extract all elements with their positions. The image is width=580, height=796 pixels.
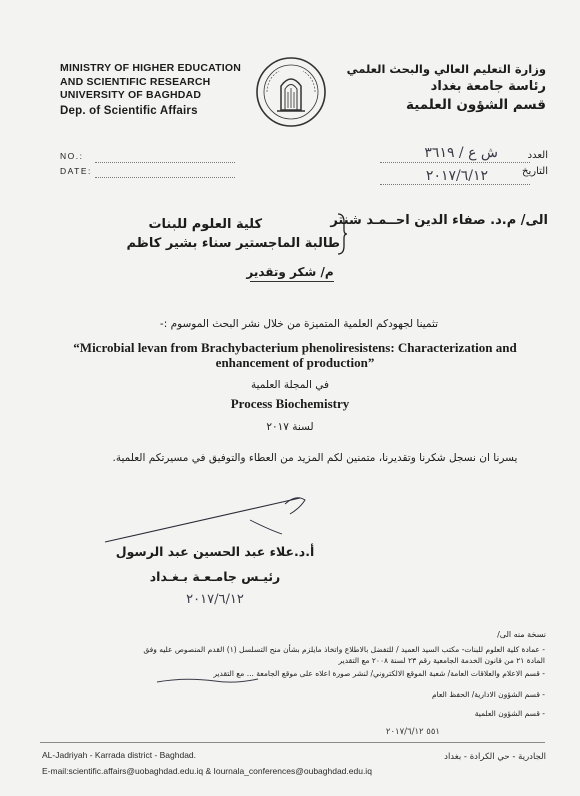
footer-address-ar: الجادرية - حي الكرادة - بغداد (444, 752, 546, 762)
ministry-line-1: MINISTRY OF HIGHER EDUCATION (60, 62, 241, 74)
signature-date: ٢٠١٧/٦/١٢ (186, 592, 244, 607)
footer-address-en: AL-Jadriyah - Karrada district - Baghdad. (42, 750, 197, 760)
number-label-ar: العدد (527, 150, 548, 161)
recipient-line-1: الى/ م.د. صفاء الدين احــمـد شنتر (330, 213, 548, 228)
university-line-ar: رئاسة جامعة بغداد (430, 79, 546, 94)
university-seal-icon (255, 56, 327, 128)
date-label-ar: التاريخ (522, 166, 548, 177)
department-line: Dep. of Scientific Affairs (60, 104, 198, 117)
copy-item-1: - عمادة كلية العلوم للبنات- مكتب السيد العميد / للتفضل بالاطلاع واتخاذ مايلزم بشأن منح التسلسل (١) القدم المنصوص عليه وفق المادة ٢١ من قانون الخدمة الجامعية رقم ٢٣ لسنة ٢٠٠٨ مع التقدير (143, 645, 545, 665)
date-line-ar (380, 184, 530, 185)
date-line (95, 177, 235, 178)
recipient-college: كلية العلوم للبنات (148, 217, 262, 232)
journal-name: Process Biochemistry (230, 396, 350, 411)
copy-item-2: - قسم الاعلام والعلاقات العامة/ شعبة الموقع الالكتروني/ لنشر صورة اعلاه على موقع الجامعة ... مع التقدير (213, 669, 545, 678)
in-journal-text: في المجلة العلمية (250, 379, 330, 391)
copy-item-3: - قسم الشؤون الادارية/ الحفظ العام (431, 690, 545, 699)
signature-scribble-icon (100, 490, 310, 546)
date-label: DATE: (60, 166, 92, 176)
department-line-ar: قسم الشؤون العلمية (406, 97, 546, 113)
no-line (95, 162, 235, 163)
subject-line: م/ شكر وتقدير (246, 265, 334, 279)
signatory-title: رئيـس جامـعـة بـغـداد (149, 569, 281, 584)
footer-divider (40, 742, 545, 743)
footer-email: E-mail:scientific.affairs@uobaghdad.edu.iq & Iournala_conferences@oubaghdad.edu.iq (42, 766, 372, 776)
copies-heading: نسخة منه الى/ (497, 630, 546, 639)
number-line-ar (380, 162, 530, 163)
handwritten-mark-icon (155, 676, 260, 686)
recipient-brace-icon (336, 212, 348, 256)
year-text: لسنة ٢٠١٧ (266, 421, 314, 433)
university-line: UNIVERSITY OF BAGHDAD (60, 89, 202, 101)
number-value: ش ع / ٣٦١٩ (424, 145, 498, 161)
no-label: NO.: (60, 151, 84, 161)
thanks-text: يسرنا ان نسجل شكرنا وتقديرنا، متمنين لكم المزيد من العطاء والتوفيق في مسيرتكم العلمية. (112, 452, 518, 464)
header-english (60, 62, 241, 118)
subject-underline (250, 281, 334, 282)
date-value: ٢٠١٧/٦/١٢ (425, 168, 488, 184)
recipient-line-2: طالبة الماجستير سناء بشير كاظم (126, 236, 340, 251)
paper-title: “Microbial levan from Brachybacterium phenoliresistens: Characterization and enhancement of production” (73, 340, 517, 370)
copy-item-4: - قسم الشؤون العلمية (474, 709, 545, 718)
ministry-line-ar: وزارة التعليم العالي والبحث العلمي (346, 62, 546, 76)
header-arabic (347, 60, 546, 114)
intro-text: تثمينا لجهودكم العلمية المتميزة من خلال نشر البحث الموسوم :- (159, 318, 439, 330)
stamp-date: ٥٥١ ٢٠١٧/٦/١٢ (385, 727, 440, 737)
ministry-line-2: AND SCIENTIFIC RESEARCH (60, 75, 211, 88)
signatory-name: أ.د.علاء عبد الحسين عبد الرسول (115, 544, 315, 559)
